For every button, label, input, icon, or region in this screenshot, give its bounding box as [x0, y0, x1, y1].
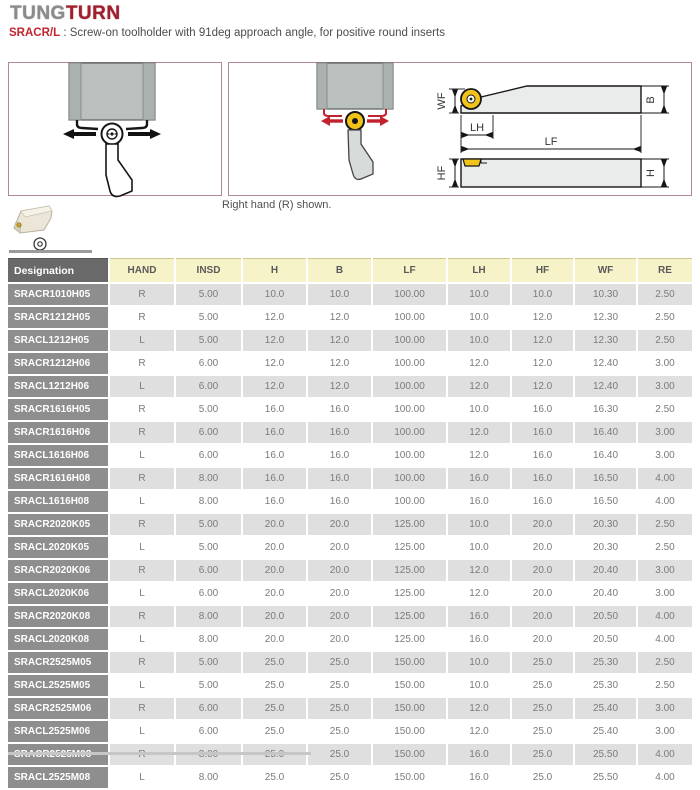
row-value: 12.0 — [448, 721, 510, 742]
row-value: 20.0 — [243, 583, 306, 604]
row-value: 5.00 — [176, 330, 241, 351]
row-value: 25.0 — [512, 767, 573, 788]
yellow-insert-icon — [346, 112, 364, 130]
row-value: 3.00 — [638, 422, 692, 443]
row-designation: SRACR1010H05 — [8, 284, 108, 305]
row-value: 16.0 — [308, 468, 371, 489]
row-value: L — [110, 583, 174, 604]
row-value: 5.00 — [176, 284, 241, 305]
row-value: 6.00 — [176, 422, 241, 443]
row-value: 6.00 — [176, 721, 241, 742]
row-designation: SRACR2525M05 — [8, 652, 108, 673]
dim-label-b: B — [645, 96, 657, 104]
table-row — [8, 583, 692, 604]
row-value: 2.50 — [638, 307, 692, 328]
row-value: 4.00 — [638, 629, 692, 650]
row-value: 10.0 — [243, 284, 306, 305]
column-header-b: B — [308, 258, 371, 282]
round-insert-top-icon — [461, 89, 481, 109]
collar-right-red — [368, 109, 386, 116]
table-row — [8, 537, 692, 558]
table-row — [8, 721, 692, 742]
row-value: 25.0 — [512, 721, 573, 742]
row-value: 12.0 — [512, 307, 573, 328]
row-value: 125.00 — [373, 514, 446, 535]
row-value: 2.50 — [638, 675, 692, 696]
row-value: 25.40 — [575, 721, 636, 742]
table-row — [8, 652, 692, 673]
row-value: 150.00 — [373, 652, 446, 673]
row-value: 16.40 — [575, 445, 636, 466]
dim-label-wf: WF — [436, 92, 448, 110]
row-value: 16.30 — [575, 399, 636, 420]
row-value: 16.40 — [575, 422, 636, 443]
row-value: 16.0 — [512, 468, 573, 489]
row-value: 4.00 — [638, 606, 692, 627]
row-value: 25.0 — [243, 767, 306, 788]
row-value: 16.0 — [448, 744, 510, 765]
row-value: 125.00 — [373, 583, 446, 604]
row-value: L — [110, 376, 174, 397]
row-value: 16.0 — [448, 767, 510, 788]
row-value: 16.0 — [512, 422, 573, 443]
diagram-panel-right — [228, 62, 692, 196]
row-value: 6.00 — [176, 698, 241, 719]
table-row — [8, 560, 692, 581]
row-value: 25.0 — [308, 744, 371, 765]
row-value: 100.00 — [373, 468, 446, 489]
row-value: 10.0 — [448, 537, 510, 558]
row-value: 12.30 — [575, 307, 636, 328]
row-value: 16.0 — [243, 491, 306, 512]
row-designation: SRACR2020K05 — [8, 514, 108, 535]
row-value: L — [110, 675, 174, 696]
row-value: 6.00 — [176, 583, 241, 604]
row-value: L — [110, 330, 174, 351]
row-value: 100.00 — [373, 422, 446, 443]
row-value: 20.0 — [308, 560, 371, 581]
row-value: R — [110, 606, 174, 627]
row-value: R — [110, 422, 174, 443]
blade-profile-gray — [348, 130, 373, 179]
table-row — [8, 606, 692, 627]
row-value: R — [110, 468, 174, 489]
row-value: 16.50 — [575, 468, 636, 489]
row-value: 25.0 — [243, 652, 306, 673]
row-designation: SRACL1616H06 — [8, 445, 108, 466]
column-header-h: H — [243, 258, 306, 282]
row-value: R — [110, 514, 174, 535]
row-value: 16.0 — [512, 399, 573, 420]
row-value: 100.00 — [373, 399, 446, 420]
row-value: R — [110, 284, 174, 305]
row-value: 3.00 — [638, 376, 692, 397]
row-value: 16.0 — [243, 399, 306, 420]
toolholder-front-diagram — [9, 63, 221, 195]
table-row — [8, 767, 692, 788]
row-value: 3.00 — [638, 560, 692, 581]
row-designation: SRACR2525M06 — [8, 698, 108, 719]
row-designation: SRACR1212H06 — [8, 353, 108, 374]
collar-left — [77, 120, 98, 129]
row-designation: SRACR2020K08 — [8, 606, 108, 627]
row-value: L — [110, 767, 174, 788]
row-value: 16.0 — [308, 445, 371, 466]
page-title — [9, 27, 445, 39]
row-value: 25.30 — [575, 652, 636, 673]
column-header-re: RE — [638, 258, 692, 282]
dim-label-hf: HF — [436, 165, 448, 181]
screw-icon — [17, 223, 21, 227]
row-value: 12.30 — [575, 330, 636, 351]
toolholder-insert-view — [317, 63, 393, 179]
row-value: 10.0 — [448, 514, 510, 535]
row-value: 150.00 — [373, 698, 446, 719]
row-value: 150.00 — [373, 675, 446, 696]
row-value: 150.00 — [373, 744, 446, 765]
row-value: 10.0 — [512, 284, 573, 305]
diagram-panel-left — [8, 62, 222, 196]
row-value: 100.00 — [373, 353, 446, 374]
table-row — [8, 445, 692, 466]
row-value: 16.0 — [243, 422, 306, 443]
row-value: 5.00 — [176, 307, 241, 328]
row-value: 20.0 — [308, 606, 371, 627]
row-value: 150.00 — [373, 767, 446, 788]
top-view — [436, 86, 669, 153]
row-value: 125.00 — [373, 560, 446, 581]
row-value: 5.00 — [176, 514, 241, 535]
row-value: L — [110, 629, 174, 650]
side-view — [436, 159, 669, 187]
row-designation: SRACL2020K06 — [8, 583, 108, 604]
dimension-diagram — [229, 63, 691, 195]
row-value: 20.0 — [512, 537, 573, 558]
row-value: 4.00 — [638, 468, 692, 489]
row-value: R — [110, 652, 174, 673]
row-value: 10.0 — [448, 330, 510, 351]
table-row — [8, 468, 692, 489]
row-value: 16.0 — [512, 491, 573, 512]
brand-logo-right: TURN — [65, 3, 121, 24]
table-row — [8, 330, 692, 351]
row-value: 125.00 — [373, 606, 446, 627]
spec-table — [6, 256, 694, 790]
turret-block — [69, 63, 155, 120]
table-row — [8, 353, 692, 374]
row-value: R — [110, 399, 174, 420]
header-row — [8, 258, 692, 282]
row-value: 12.0 — [448, 353, 510, 374]
row-value: 2.50 — [638, 330, 692, 351]
collar-right — [126, 120, 147, 129]
row-value: 100.00 — [373, 376, 446, 397]
brand-logo-left: TUNG — [10, 3, 66, 24]
row-value: R — [110, 698, 174, 719]
table-row — [8, 629, 692, 650]
row-value: 10.0 — [448, 675, 510, 696]
divider-bar — [9, 250, 92, 253]
row-value: 25.0 — [243, 698, 306, 719]
row-value: 3.00 — [638, 583, 692, 604]
row-value: 25.0 — [308, 698, 371, 719]
row-value: 3.00 — [638, 698, 692, 719]
row-value: 12.0 — [512, 353, 573, 374]
column-header-lf: LF — [373, 258, 446, 282]
row-value: 3.00 — [638, 353, 692, 374]
row-value: 8.00 — [176, 491, 241, 512]
row-value: 12.0 — [308, 307, 371, 328]
column-header-wf: WF — [575, 258, 636, 282]
row-designation: SRACL2020K05 — [8, 537, 108, 558]
row-value: 20.0 — [512, 583, 573, 604]
dim-label-h: H — [645, 169, 657, 177]
row-value: 12.0 — [448, 583, 510, 604]
row-value: 16.0 — [243, 445, 306, 466]
row-designation: SRACL2020K08 — [8, 629, 108, 650]
row-value: 20.0 — [243, 537, 306, 558]
row-value: L — [110, 721, 174, 742]
row-value: 12.0 — [512, 330, 573, 351]
row-value: 2.50 — [638, 537, 692, 558]
row-value: 20.30 — [575, 537, 636, 558]
row-value: 16.0 — [448, 606, 510, 627]
row-value: 12.0 — [512, 376, 573, 397]
row-designation: SRACL1212H05 — [8, 330, 108, 351]
row-value: 20.0 — [308, 537, 371, 558]
row-value: 150.00 — [373, 721, 446, 742]
row-designation: SRACR1616H06 — [8, 422, 108, 443]
row-value: 20.0 — [308, 514, 371, 535]
row-value: 10.0 — [448, 307, 510, 328]
row-value: 25.50 — [575, 767, 636, 788]
row-value: 8.00 — [176, 629, 241, 650]
row-value: 5.00 — [176, 399, 241, 420]
column-header-hf: HF — [512, 258, 573, 282]
row-value: 20.40 — [575, 583, 636, 604]
row-value: 12.0 — [448, 422, 510, 443]
row-value: R — [110, 307, 174, 328]
row-value: 16.50 — [575, 491, 636, 512]
table-row — [8, 491, 692, 512]
series-description: : Screw-on toolholder with 91deg approach angle, for positive round inserts — [60, 27, 445, 39]
row-value: 100.00 — [373, 307, 446, 328]
row-value: 20.0 — [243, 514, 306, 535]
row-value: 4.00 — [638, 744, 692, 765]
row-value: 25.0 — [512, 652, 573, 673]
column-header-designation: Designation — [8, 258, 108, 282]
row-value: 10.0 — [448, 284, 510, 305]
row-value: 16.0 — [308, 422, 371, 443]
table-row — [8, 284, 692, 305]
row-value: 12.0 — [448, 376, 510, 397]
row-value: 12.0 — [243, 353, 306, 374]
row-value: 12.0 — [243, 330, 306, 351]
row-value: 20.0 — [308, 629, 371, 650]
row-value: 25.0 — [512, 675, 573, 696]
row-value: 12.0 — [448, 445, 510, 466]
insert-tip-icon — [463, 159, 481, 166]
row-value: 3.00 — [638, 721, 692, 742]
table-row — [8, 514, 692, 535]
row-value: 10.30 — [575, 284, 636, 305]
row-value: 10.0 — [308, 284, 371, 305]
row-designation: SRACL2525M05 — [8, 675, 108, 696]
row-value: 20.0 — [512, 606, 573, 627]
row-value: 6.00 — [176, 376, 241, 397]
row-value: R — [110, 560, 174, 581]
row-value: 16.0 — [308, 399, 371, 420]
row-value: 25.0 — [243, 675, 306, 696]
column-header-lh: LH — [448, 258, 510, 282]
table-row — [8, 675, 692, 696]
row-value: 25.0 — [308, 721, 371, 742]
row-value: 6.00 — [176, 560, 241, 581]
row-value: 2.50 — [638, 399, 692, 420]
dim-label-lh: LH — [469, 122, 485, 134]
row-value: 20.0 — [512, 514, 573, 535]
row-value: 4.00 — [638, 491, 692, 512]
table-row — [8, 399, 692, 420]
row-value: 100.00 — [373, 330, 446, 351]
row-value: 12.0 — [243, 376, 306, 397]
row-value: 25.0 — [512, 744, 573, 765]
row-value: 6.00 — [176, 445, 241, 466]
row-value: 6.00 — [176, 353, 241, 374]
row-value: 25.40 — [575, 698, 636, 719]
row-value: 16.0 — [243, 468, 306, 489]
row-value: 12.0 — [448, 698, 510, 719]
row-value: 25.0 — [308, 652, 371, 673]
row-designation: SRACL1212H06 — [8, 376, 108, 397]
row-value: 25.0 — [308, 767, 371, 788]
row-value: 20.0 — [243, 629, 306, 650]
row-value: L — [110, 537, 174, 558]
table-row — [8, 307, 692, 328]
row-value: 16.0 — [448, 629, 510, 650]
row-value: 2.50 — [638, 652, 692, 673]
table-row — [8, 422, 692, 443]
row-value: 125.00 — [373, 537, 446, 558]
row-value: 8.00 — [176, 767, 241, 788]
row-value: 25.50 — [575, 744, 636, 765]
row-value: 20.50 — [575, 606, 636, 627]
row-value: 8.00 — [176, 468, 241, 489]
row-value: 100.00 — [373, 284, 446, 305]
row-value: 10.0 — [448, 652, 510, 673]
row-value: 12.0 — [308, 330, 371, 351]
row-value: 25.30 — [575, 675, 636, 696]
row-value: R — [110, 353, 174, 374]
row-value: 5.00 — [176, 537, 241, 558]
row-value: 100.00 — [373, 491, 446, 512]
row-value: 12.0 — [308, 353, 371, 374]
row-value: 25.0 — [243, 721, 306, 742]
row-value: 25.0 — [512, 698, 573, 719]
row-value: L — [110, 491, 174, 512]
column-header-insd: INSD — [176, 258, 241, 282]
row-value: 16.0 — [448, 491, 510, 512]
row-value: 20.0 — [308, 583, 371, 604]
row-value: 16.0 — [512, 445, 573, 466]
row-designation: SRACL1616H08 — [8, 491, 108, 512]
spec-table-body — [8, 284, 692, 788]
row-designation: SRACR1616H05 — [8, 399, 108, 420]
row-value: 12.0 — [448, 560, 510, 581]
collar-left-red — [324, 109, 342, 116]
bottom-divider-bar — [8, 752, 311, 755]
row-designation: SRACR1616H08 — [8, 468, 108, 489]
row-value: 2.50 — [638, 514, 692, 535]
dim-label-lf: LF — [544, 136, 558, 148]
row-value: 20.0 — [243, 606, 306, 627]
caption: Right hand (R) shown. — [222, 199, 332, 211]
row-value: 12.0 — [243, 307, 306, 328]
row-value: 16.0 — [308, 491, 371, 512]
row-value: 20.0 — [512, 560, 573, 581]
row-designation: SRACR2020K06 — [8, 560, 108, 581]
table-row — [8, 376, 692, 397]
row-value: 20.0 — [512, 629, 573, 650]
row-value: 5.00 — [176, 675, 241, 696]
row-value: 3.00 — [638, 445, 692, 466]
row-value: 20.0 — [243, 560, 306, 581]
row-value: 20.50 — [575, 629, 636, 650]
row-value: 5.00 — [176, 652, 241, 673]
row-designation: SRACL2525M06 — [8, 721, 108, 742]
row-value: 8.00 — [176, 606, 241, 627]
row-designation: SRACR1212H05 — [8, 307, 108, 328]
round-insert-screw-icon — [102, 124, 123, 145]
row-value: 2.50 — [638, 284, 692, 305]
row-value: 20.30 — [575, 514, 636, 535]
row-designation: SRACL2525M08 — [8, 767, 108, 788]
blade-profile — [106, 144, 132, 196]
table-row — [8, 698, 692, 719]
row-value: 125.00 — [373, 629, 446, 650]
row-value: 12.40 — [575, 376, 636, 397]
row-value: 12.40 — [575, 353, 636, 374]
row-value: 4.00 — [638, 767, 692, 788]
column-header-hand: HAND — [110, 258, 174, 282]
brand-logo — [10, 4, 121, 24]
row-value: 12.0 — [308, 376, 371, 397]
series-code: SRACR/L — [9, 27, 61, 39]
row-value: 16.0 — [448, 468, 510, 489]
row-value: 10.0 — [448, 399, 510, 420]
row-value: 20.40 — [575, 560, 636, 581]
row-value: 25.0 — [308, 675, 371, 696]
row-value: L — [110, 445, 174, 466]
row-value: 100.00 — [373, 445, 446, 466]
